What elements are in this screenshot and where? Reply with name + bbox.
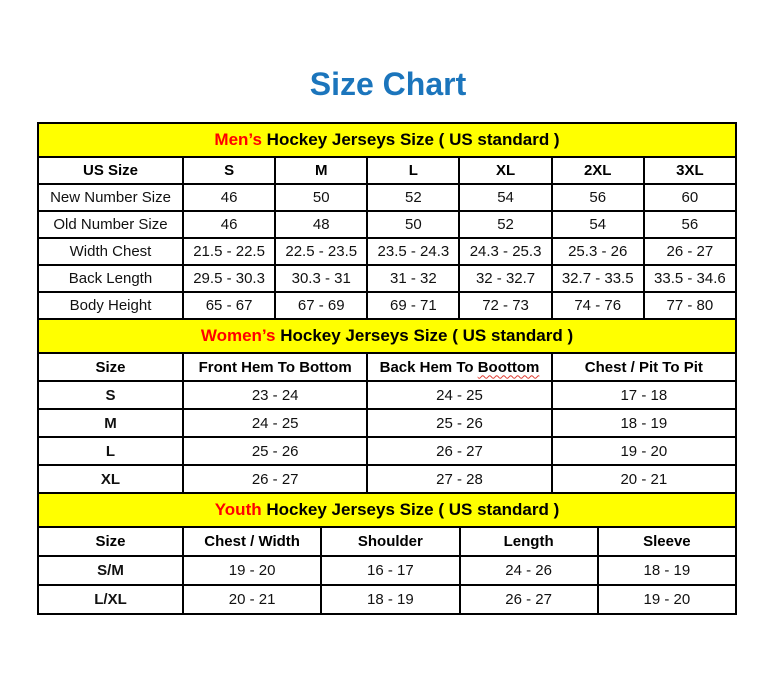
size-value-cell: 65 - 67 <box>183 292 275 319</box>
mens-band-header <box>37 122 737 158</box>
size-value-cell: 24 - 26 <box>460 556 598 585</box>
section-mens <box>37 122 737 320</box>
mens-band-highlight: Men’s <box>214 130 262 149</box>
size-value-cell: 56 <box>552 184 644 211</box>
column-header: Chest / Pit To Pit <box>552 353 736 381</box>
column-header: Chest / Width <box>183 527 321 556</box>
youth-band-highlight: Youth <box>214 500 262 519</box>
size-value-cell: 72 - 73 <box>459 292 551 319</box>
size-value-cell: 52 <box>459 211 551 238</box>
size-value-cell: 24.3 - 25.3 <box>459 238 551 265</box>
size-value-cell: 16 - 17 <box>321 556 459 585</box>
youth-band-rest: Hockey Jerseys Size ( US standard ) <box>261 500 560 519</box>
size-value-cell: 25.3 - 26 <box>552 238 644 265</box>
section-youth <box>37 492 737 615</box>
row-label: S <box>38 381 183 409</box>
column-header: S <box>183 157 275 184</box>
womens-table-row <box>38 465 736 493</box>
size-value-cell: 33.5 - 34.6 <box>644 265 736 292</box>
section-womens <box>37 318 737 494</box>
youth-band-header <box>37 492 737 528</box>
youth-size-table <box>37 526 737 615</box>
row-label: L <box>38 437 183 465</box>
size-chart-tables <box>37 122 737 615</box>
size-value-cell: 67 - 69 <box>275 292 367 319</box>
size-value-cell: 52 <box>367 184 459 211</box>
size-value-cell: 32 - 32.7 <box>459 265 551 292</box>
mens-table-row <box>38 292 736 319</box>
size-value-cell: 50 <box>367 211 459 238</box>
size-value-cell: 17 - 18 <box>552 381 736 409</box>
row-label: Width Chest <box>38 238 183 265</box>
size-value-cell: 24 - 25 <box>183 409 367 437</box>
row-label: New Number Size <box>38 184 183 211</box>
womens-table-row <box>38 409 736 437</box>
column-header: 3XL <box>644 157 736 184</box>
size-value-cell: 26 - 27 <box>367 437 551 465</box>
size-value-cell: 56 <box>644 211 736 238</box>
size-value-cell: 25 - 26 <box>183 437 367 465</box>
mens-header-row <box>38 157 736 184</box>
size-value-cell: 27 - 28 <box>367 465 551 493</box>
page-title: Size Chart <box>309 66 467 102</box>
size-value-cell: 48 <box>275 211 367 238</box>
size-value-cell: 23.5 - 24.3 <box>367 238 459 265</box>
size-value-cell: 22.5 - 23.5 <box>275 238 367 265</box>
size-value-cell: 60 <box>644 184 736 211</box>
size-value-cell: 54 <box>459 184 551 211</box>
size-value-cell: 54 <box>552 211 644 238</box>
column-header: Shoulder <box>321 527 459 556</box>
size-value-cell: 21.5 - 22.5 <box>183 238 275 265</box>
mens-table-row <box>38 211 736 238</box>
row-label: L/XL <box>38 585 183 614</box>
size-value-cell: 23 - 24 <box>183 381 367 409</box>
youth-header-row <box>38 527 736 556</box>
row-label: Old Number Size <box>38 211 183 238</box>
size-value-cell: 20 - 21 <box>183 585 321 614</box>
womens-header-row <box>38 353 736 381</box>
size-value-cell: 46 <box>183 211 275 238</box>
size-value-cell: 46 <box>183 184 275 211</box>
size-value-cell: 24 - 25 <box>367 381 551 409</box>
column-header: Size <box>38 527 183 556</box>
size-value-cell: 26 - 27 <box>460 585 598 614</box>
size-value-cell: 31 - 32 <box>367 265 459 292</box>
size-value-cell: 25 - 26 <box>367 409 551 437</box>
size-value-cell: 19 - 20 <box>183 556 321 585</box>
womens-band-header <box>37 318 737 354</box>
mens-size-table <box>37 156 737 320</box>
size-value-cell: 18 - 19 <box>598 556 736 585</box>
size-value-cell: 26 - 27 <box>183 465 367 493</box>
size-value-cell: 18 - 19 <box>321 585 459 614</box>
row-label: S/M <box>38 556 183 585</box>
column-header: 2XL <box>552 157 644 184</box>
womens-size-table <box>37 352 737 494</box>
size-value-cell: 32.7 - 33.5 <box>552 265 644 292</box>
size-value-cell: 74 - 76 <box>552 292 644 319</box>
column-header: Front Hem To Bottom <box>183 353 367 381</box>
row-label: XL <box>38 465 183 493</box>
column-header: XL <box>459 157 551 184</box>
column-header: L <box>367 157 459 184</box>
womens-table-row <box>38 381 736 409</box>
youth-table-row <box>38 585 736 614</box>
misspelled-word: Boottom <box>477 358 540 376</box>
column-header: Sleeve <box>598 527 736 556</box>
column-header: M <box>275 157 367 184</box>
size-value-cell: 77 - 80 <box>644 292 736 319</box>
size-value-cell: 69 - 71 <box>367 292 459 319</box>
womens-band-highlight: Women’s <box>200 326 276 345</box>
mens-table-row <box>38 238 736 265</box>
youth-table-row <box>38 556 736 585</box>
size-value-cell: 18 - 19 <box>552 409 736 437</box>
size-value-cell: 29.5 - 30.3 <box>183 265 275 292</box>
mens-band-rest: Hockey Jerseys Size ( US standard ) <box>261 130 560 149</box>
size-value-cell: 50 <box>275 184 367 211</box>
column-header: Size <box>38 353 183 381</box>
size-value-cell: 19 - 20 <box>552 437 736 465</box>
womens-table-row <box>38 437 736 465</box>
womens-band-rest: Hockey Jerseys Size ( US standard ) <box>275 326 574 345</box>
size-value-cell: 19 - 20 <box>598 585 736 614</box>
column-header: Back Hem To Boottom <box>367 353 551 381</box>
size-value-cell: 26 - 27 <box>644 238 736 265</box>
row-label: M <box>38 409 183 437</box>
column-header: Length <box>460 527 598 556</box>
row-label: Body Height <box>38 292 183 319</box>
row-label: Back Length <box>38 265 183 292</box>
size-value-cell: 20 - 21 <box>552 465 736 493</box>
mens-table-row <box>38 184 736 211</box>
size-value-cell: 30.3 - 31 <box>275 265 367 292</box>
column-header: US Size <box>38 157 183 184</box>
mens-table-row <box>38 265 736 292</box>
